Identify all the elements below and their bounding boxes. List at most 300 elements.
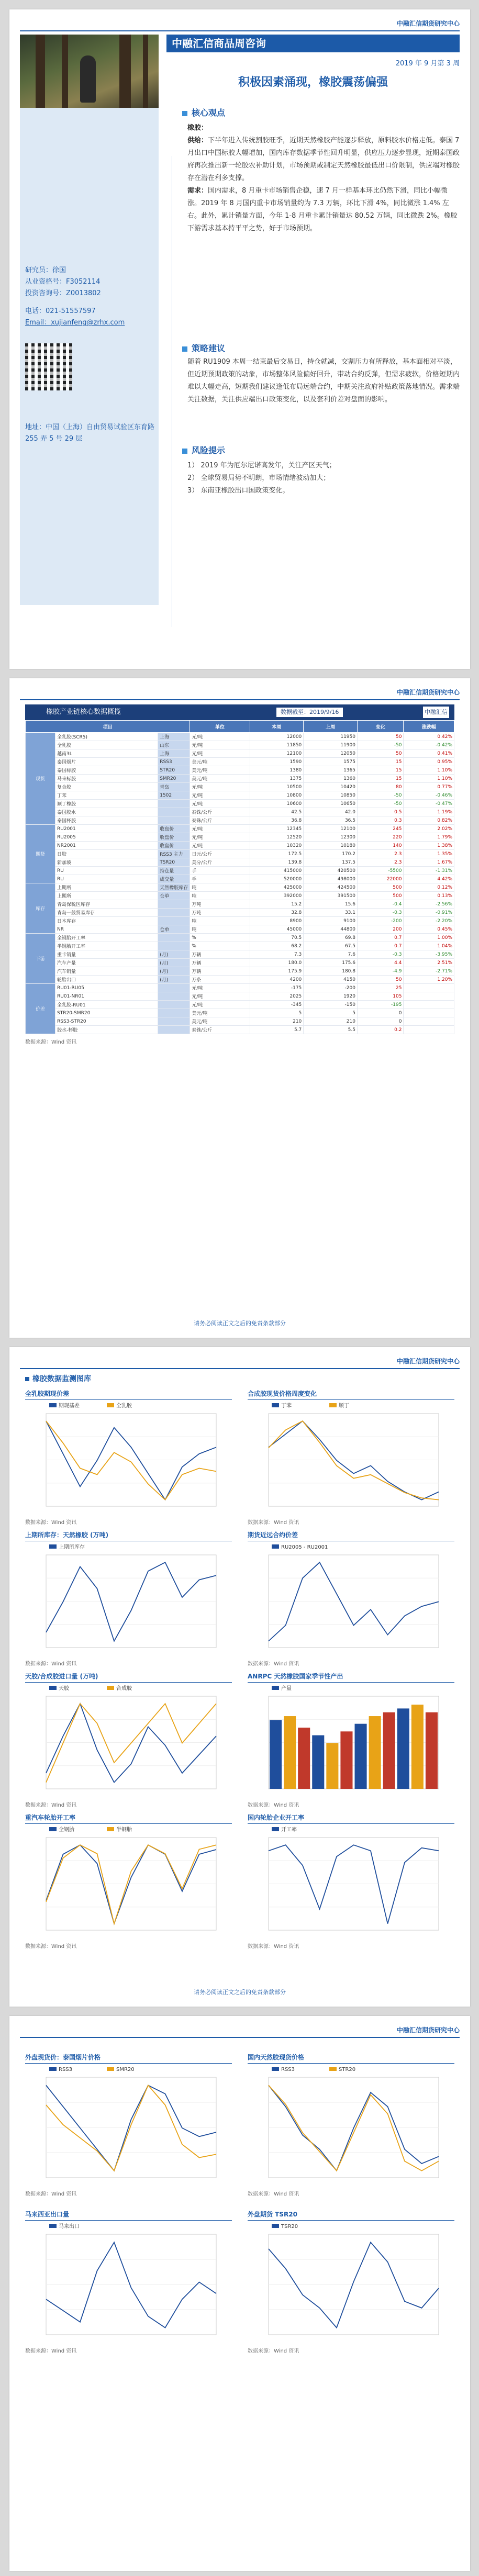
table-cell: 7.3 [250, 950, 304, 959]
bar [340, 1731, 352, 1789]
table-cell: 12520 [250, 833, 304, 842]
table-cell: 137.5 [304, 858, 358, 867]
company-logo: 中融汇信 [423, 707, 449, 718]
table-cell: 50 [357, 749, 404, 758]
supply-text: 下半年进入传统割胶旺季，近期天然橡胶产能逐步释放，原料胶水价格走低。泰国 7 月出口中国标胶大幅增加，国内库存数据季节性回升明显，供应压力逐步显现，近期泰国政府再次推出新一轮胶农补助计划，市场预期或制定天然橡胶最低出口价限制，供应端对橡胶存在潜在利多支撑。 [187, 137, 460, 182]
table-cell: 45000 [250, 925, 304, 934]
tree-trunk [143, 35, 148, 108]
contact-phone: 电话：021-51557597 [25, 307, 96, 315]
table-header-cell: 本周 [250, 721, 304, 733]
series-line [46, 1845, 216, 1923]
table-cell: 170.2 [304, 850, 358, 858]
svg-text:期现基差: 期现基差 [59, 1403, 80, 1409]
svg-text:SMR20: SMR20 [116, 2067, 135, 2073]
tree-trunk [119, 35, 131, 108]
table-cell: 1590 [250, 758, 304, 766]
table-cell: 22000 [357, 875, 404, 883]
table-cell [404, 984, 454, 992]
table-cell: 1360 [304, 775, 358, 783]
table-row [26, 808, 454, 816]
legend-item [329, 2067, 355, 2073]
svg-text:全乳胶: 全乳胶 [116, 1403, 132, 1409]
svg-text:全钢胎: 全钢胎 [59, 1827, 74, 1833]
table-cell: 500 [357, 883, 404, 892]
chart-title: ANRPC 天然橡胶国家季节性产出 [248, 1672, 454, 1683]
table-cell: 山东 [158, 741, 190, 749]
chart-section-title: 橡胶数据监测图库 [25, 1373, 91, 1384]
table-cell: 140 [357, 842, 404, 850]
table-cell: 2.3 [357, 858, 404, 867]
bar [369, 1716, 381, 1789]
table-cell: 丁苯 [55, 791, 158, 800]
table-cell: 0.2 [357, 1026, 404, 1034]
chart-7 [248, 1813, 454, 1950]
table-cell: 1375 [250, 775, 304, 783]
table-cell: 仓单 [158, 925, 190, 934]
table-cell: 1365 [304, 766, 358, 775]
table-cell: -0.47% [404, 800, 454, 808]
svg-text:上期所库存: 上期所库存 [59, 1544, 85, 1550]
table-cell: 520000 [250, 875, 304, 883]
chart-source: 数据来源：Wind 资讯 [25, 1661, 77, 1667]
table-cell: 0.41% [404, 749, 454, 758]
legend-item [272, 1544, 328, 1550]
table-cell: 收盘价 [158, 825, 190, 833]
table-cell: 收盘价 [158, 833, 190, 842]
table-cell [158, 1017, 190, 1026]
table-cell: 元/吨 [190, 783, 250, 791]
table-cell [158, 1001, 190, 1009]
table-category: 现货 [26, 733, 55, 825]
table-cell: 0 [357, 1017, 404, 1026]
table-cell: 元/吨 [190, 800, 250, 808]
legend-item [49, 1685, 70, 1692]
table-cell: 收盘价 [158, 842, 190, 850]
table-cell: 1.35% [404, 850, 454, 858]
cover-photo [20, 35, 159, 108]
table-cell: 全乳胶-RU01 [55, 1001, 158, 1009]
table-cell: -4.9 [357, 967, 404, 976]
svg-text:丁苯: 丁苯 [281, 1403, 292, 1409]
chart-source: 数据来源：Wind 资讯 [25, 1802, 77, 1808]
table-cell: 10320 [250, 842, 304, 850]
table-cell: 泰国杯胶 [55, 816, 158, 825]
legend-item [107, 1402, 132, 1409]
table-cell: 2.02% [404, 825, 454, 833]
table-cell: 泰铢/公斤 [190, 1026, 250, 1034]
series-line [46, 2242, 216, 2327]
table-cell: 15.6 [304, 900, 358, 909]
table-cell [158, 900, 190, 909]
table-cell: 0.42% [404, 733, 454, 741]
table-cell: -200 [304, 984, 358, 992]
series-line [46, 1562, 216, 1641]
chart-title: 上期所库存：天然橡胶 (万吨) [25, 1530, 232, 1541]
svg-text:开工率: 开工率 [281, 1827, 297, 1833]
table-cell [404, 992, 454, 1001]
series-line [46, 1704, 216, 1782]
table-date: 数据截至：2019/9/16 [276, 708, 343, 717]
chart-source: 数据来源：Wind 资讯 [248, 1661, 299, 1667]
table-row [26, 984, 454, 992]
table-header-cell: 变化 [357, 721, 404, 733]
table-cell: 424500 [304, 883, 358, 892]
table-cell: 汽车产量 [55, 959, 158, 967]
table-row [26, 925, 454, 934]
table-cell: 元/吨 [190, 1001, 250, 1009]
table-cell: % [190, 934, 250, 942]
table-cell: -1.31% [404, 867, 454, 875]
table-cell: -175 [250, 984, 304, 992]
table-cell: -0.91% [404, 909, 454, 917]
table-header-cell: 项目 [26, 721, 190, 733]
table-cell: 172.5 [250, 850, 304, 858]
table-cell [158, 942, 190, 950]
table-cell: 2025 [250, 992, 304, 1001]
svg-text:产量: 产量 [281, 1686, 292, 1692]
table-cell: 500 [357, 892, 404, 900]
table-cell: 8900 [250, 917, 304, 925]
address: 地址：中国（上海）自由贸易试验区东育路 255 弄 5 号 29 层 [25, 423, 155, 443]
table-cell: 0.5 [357, 808, 404, 816]
table-cell: 5 [250, 1009, 304, 1017]
chart-source: 数据来源：Wind 资讯 [25, 1944, 77, 1950]
legend-item [107, 2067, 135, 2073]
table-cell: 日本库存 [55, 917, 158, 925]
table-cell: 10800 [250, 791, 304, 800]
table-cell [158, 808, 190, 816]
table-cell: (月) [158, 976, 190, 984]
table-cell: -0.4 [357, 900, 404, 909]
table-cell: 105 [357, 992, 404, 1001]
section-strategy: 策略建议 [182, 342, 225, 354]
core-sub: 橡胶： [187, 124, 208, 132]
chart-0 [25, 1389, 232, 1526]
chart-title: 外盘现货价：泰国烟片价格 [25, 2053, 232, 2064]
bar [397, 1708, 409, 1789]
table-cell: 15 [357, 766, 404, 775]
table-cell: 10420 [304, 783, 358, 791]
table-cell: RU01-NR01 [55, 992, 158, 1001]
table-row [26, 1001, 454, 1009]
table-cell: 元/吨 [190, 825, 250, 833]
chart-title: 外盘期货 TSR20 [248, 2210, 454, 2221]
chart-title: 合成胶现货价格周度变化 [248, 1389, 454, 1400]
table-cell: 12100 [250, 749, 304, 758]
table-cell: 420500 [304, 867, 358, 875]
chart-title: 国内轮胎企业开工率 [248, 1813, 454, 1824]
bar [411, 1705, 424, 1789]
table-cell: (月) [158, 967, 190, 976]
main-title: 积极因素涌现，橡胶震荡偏强 [238, 76, 388, 89]
org-header: 中融汇信期货研究中心 [396, 2026, 460, 2034]
table-cell: -200 [357, 917, 404, 925]
table-cell: 0.77% [404, 783, 454, 791]
table-cell: 轮胎出口 [55, 976, 158, 984]
table-cell: 美元/吨 [190, 775, 250, 783]
chart-source: 数据来源：Wind 资讯 [25, 1520, 77, 1526]
table-row [26, 934, 454, 942]
table-cell: RU2001 [55, 825, 158, 833]
chart-svg [25, 1683, 232, 1800]
table-cell: 5.5 [304, 1026, 358, 1034]
table-cell: STR20-SMR20 [55, 1009, 158, 1017]
tree-trunk [36, 35, 45, 108]
demand-text: 国内需求，8 月重卡市场销售企稳，速 7 月一样基本环比仍然下滑，同比小幅微涨。2019 年 8 月国内重卡市场销量约为 7.3 万辆，环比下滑 4%，同比微涨 1.4% 左右。此外，累计销量方面，今年 1-8 月重卡累计销量达 80.52 万辆，同比微跌 2%。橡胶下游需求基本持平平之势，好于市场预期。 [187, 187, 458, 232]
bullet-icon [182, 346, 187, 352]
table-cell: RU2005 [55, 833, 158, 842]
table-cell: 重卡销量 [55, 950, 158, 959]
bar [312, 1735, 324, 1789]
series-line [269, 2085, 439, 2170]
table-cell: 15 [357, 758, 404, 766]
table-cell: 全乳胶(SCR5) [55, 733, 158, 741]
table-cell: 青岛一般贸易库存 [55, 909, 158, 917]
table-cell: 32.8 [250, 909, 304, 917]
table-cell: -2.56% [404, 900, 454, 909]
legend-item [272, 2224, 298, 2230]
table-row [26, 758, 454, 766]
table-row [26, 942, 454, 950]
legend-item [272, 2067, 295, 2073]
table-cell: 10850 [304, 791, 358, 800]
table-cell: 吨 [190, 925, 250, 934]
table-cell: 70.5 [250, 934, 304, 942]
table-cell: 上海 [158, 749, 190, 758]
table-cell: 仓单 [158, 892, 190, 900]
table-cell: -195 [357, 1001, 404, 1009]
table-cell: 67.5 [304, 942, 358, 950]
table-cell: 美元/吨 [190, 1017, 250, 1026]
table-cell: 42.5 [250, 808, 304, 816]
section-core: 核心观点 [182, 106, 225, 118]
risk-item: 1） 2019 年为厄尔尼诺高发年，关注产区天气； [187, 462, 336, 469]
table-cell: 美元/吨 [190, 1009, 250, 1017]
table-cell: 汽车销量 [55, 967, 158, 976]
analyst-info [25, 265, 125, 329]
table-row [26, 892, 454, 900]
table-cell: 498000 [304, 875, 358, 883]
chart-4 [25, 1672, 232, 1808]
table-cell: 69.8 [304, 934, 358, 942]
table-cell: 美分/公斤 [190, 858, 250, 867]
table-cell: NR2001 [55, 842, 158, 850]
table-row [26, 816, 454, 825]
chart-6 [25, 1813, 232, 1950]
table-cell: 万辆 [190, 959, 250, 967]
table-cell: 1920 [304, 992, 358, 1001]
table-cell: 425000 [250, 883, 304, 892]
table-row [26, 959, 454, 967]
table-header-cell: 涨跌幅 [404, 721, 454, 733]
table-row [26, 850, 454, 858]
table-row [26, 883, 454, 892]
bar [326, 1743, 338, 1789]
table-cell: 12000 [250, 733, 304, 741]
legend-item [329, 1402, 349, 1409]
table-category: 价差 [26, 984, 55, 1034]
bullet-icon [182, 449, 187, 454]
series-line [46, 1845, 216, 1923]
table-cell: 15 [357, 775, 404, 783]
table-cell: 泰铢/公斤 [190, 808, 250, 816]
table-cell: 1502 [158, 791, 190, 800]
chart-svg [25, 1400, 232, 1518]
table-cell: 245 [357, 825, 404, 833]
table-cell: 4.42% [404, 875, 454, 883]
table-cell: 元/吨 [190, 749, 250, 758]
chart-10 [25, 2210, 232, 2354]
svg-text:STR20: STR20 [339, 2067, 356, 2073]
table-cell: -2.71% [404, 967, 454, 976]
table-cell: (月) [158, 959, 190, 967]
table-cell: 10600 [250, 800, 304, 808]
table-cell: 1.19% [404, 808, 454, 816]
table-cell: 成交量 [158, 875, 190, 883]
table-cell: 泰铢/公斤 [190, 816, 250, 825]
table-cell: 180.0 [250, 959, 304, 967]
table-cell: 1380 [250, 766, 304, 775]
table-cell: SMR20 [158, 775, 190, 783]
table-cell: RSS3 [158, 758, 190, 766]
footer-disclaimer: 请务必阅读正文之后的免责条款部分 [194, 1320, 286, 1327]
analyst-license: 从业资格号：F3052114 [25, 278, 101, 286]
table-cell: 0.45% [404, 925, 454, 934]
table-cell [158, 816, 190, 825]
table-cell [404, 1009, 454, 1017]
table-cell: 10500 [250, 783, 304, 791]
svg-text:半钢胎: 半钢胎 [116, 1827, 132, 1833]
chart-title: 重汽车轮胎开工率 [25, 1813, 232, 1824]
table-row [26, 775, 454, 783]
chart-svg [25, 1824, 232, 1942]
table-cell: 0.82% [404, 816, 454, 825]
table-cell: 万吨 [190, 909, 250, 917]
table-category: 下游 [26, 934, 55, 984]
chart-source: 数据来源：Wind 资讯 [25, 2348, 77, 2354]
table-cell: NR [55, 925, 158, 934]
table-cell: TSR20 [158, 858, 190, 867]
table-cell: 手 [190, 875, 250, 883]
svg-text:马来出口: 马来出口 [59, 2224, 80, 2230]
table-cell [158, 984, 190, 992]
table-cell: 12345 [250, 825, 304, 833]
table-cell: 33.1 [304, 909, 358, 917]
table-cell: 新加坡 [55, 858, 158, 867]
table-cell [158, 1026, 190, 1034]
table-cell: 15.2 [250, 900, 304, 909]
table-cell: 青岛 [158, 783, 190, 791]
table-cell: 12050 [304, 749, 358, 758]
org-header: 中融汇信期货研究中心 [396, 1358, 460, 1365]
table-row [26, 800, 454, 808]
table-cell: -150 [304, 1001, 358, 1009]
legend-item [49, 2067, 72, 2073]
table-cell: 80 [357, 783, 404, 791]
table-header-cell: 上周 [304, 721, 358, 733]
table-cell: 元/吨 [190, 741, 250, 749]
table-cell: -0.42% [404, 741, 454, 749]
table-cell [404, 1017, 454, 1026]
table-cell: 万辆 [190, 967, 250, 976]
header-rule [20, 699, 460, 700]
table-cell: % [190, 942, 250, 950]
bar [383, 1712, 395, 1789]
page-2 [9, 678, 470, 1338]
table-cell: 上海 [158, 733, 190, 741]
legend-item [272, 1685, 292, 1692]
chart-svg [248, 1541, 454, 1659]
core-body: 橡胶： 供给：下半年进入传统割胶旺季，近期天然橡胶产能逐步释放，原料胶水价格走低。泰国 7 月出口中国标胶大幅增加，国内库存数据季节性回升明显，供应压力逐步显现，近期泰国政府再次推出新一轮胶农补助计划，市场预期或制定天然橡胶最低出口价限制，供应端对橡胶存在潜在利多支撑。 需求：国内需求，8 月重卡市场销售企稳，速 7 月一样基本环比仍然下滑，同比小幅微涨。2019 年 8 月国内重卡市场销量约为 7.3 万辆，环比下滑 4%，同比微涨 1.4% 左右。此外，累计销量方面，今年 1-8 月重卡累计销量达 80.52 万辆，同比微跌 2%。橡胶下游需求基本持平平之势，好于市场预期。 [187, 124, 460, 232]
page-3 [9, 1347, 470, 2007]
series-line [269, 1421, 439, 1499]
chart-5 [248, 1672, 454, 1808]
table-cell: 4.4 [357, 959, 404, 967]
table-cell: RU01-RU05 [55, 984, 158, 992]
table-row [26, 917, 454, 925]
table-cell: 5.7 [250, 1026, 304, 1034]
risk-item: 3） 东南亚橡胶出口国政策变化。 [187, 487, 289, 495]
table-row [26, 967, 454, 976]
table-cell: 210 [304, 1017, 358, 1026]
table-cell: 顺丁橡胶 [55, 800, 158, 808]
qr-code-overlay [25, 343, 72, 390]
contact-email[interactable]: Email：xujianfeng@zrhx.com [25, 319, 125, 327]
table-cell: 复合胶 [55, 783, 158, 791]
table-row [26, 783, 454, 791]
legend-item [107, 1826, 132, 1833]
table-cell: 1.79% [404, 833, 454, 842]
table-cell [158, 909, 190, 917]
table-cell [158, 934, 190, 942]
table-cell: 上期所 [55, 883, 158, 892]
table-cell [158, 800, 190, 808]
table-cell: 139.8 [250, 858, 304, 867]
table-cell: 0.7 [357, 942, 404, 950]
table-cell: -2.20% [404, 917, 454, 925]
table-cell: 11950 [304, 733, 358, 741]
table-row [26, 1026, 454, 1034]
chart-source: 数据来源：Wind 资讯 [248, 2348, 299, 2354]
table-cell: 50 [357, 733, 404, 741]
series-line [46, 2085, 216, 2170]
table-category: 库存 [26, 883, 55, 934]
table-cell: 元/吨 [190, 984, 250, 992]
table-title-bar: 橡胶产业链核心数据概揽 数据截至：2019/9/16 中融汇信 [25, 704, 454, 720]
table-cell: 吨 [190, 917, 250, 925]
series-line [269, 1845, 439, 1923]
table-cell: 上期所 [55, 892, 158, 900]
table-cell [404, 1026, 454, 1034]
svg-text:RSS3: RSS3 [59, 2067, 73, 2073]
table-cell: -0.3 [357, 950, 404, 959]
chart-source: 数据来源：Wind 资讯 [248, 2191, 299, 2197]
svg-text:RSS3: RSS3 [281, 2067, 295, 2073]
chart-9 [248, 2053, 454, 2197]
table-cell: -50 [357, 791, 404, 800]
sidebar [20, 35, 159, 605]
table-cell: -50 [357, 741, 404, 749]
table-row [26, 825, 454, 833]
risk-item: 2） 全球贸易局势不明朗，市场情绪波动加大； [187, 474, 330, 482]
table-row [26, 749, 454, 758]
page-4 [9, 2016, 470, 2571]
table-cell: 10650 [304, 800, 358, 808]
bar [355, 1724, 367, 1789]
table-cell: 10180 [304, 842, 358, 850]
chart-svg [25, 2064, 232, 2189]
table-cell: 1.00% [404, 934, 454, 942]
